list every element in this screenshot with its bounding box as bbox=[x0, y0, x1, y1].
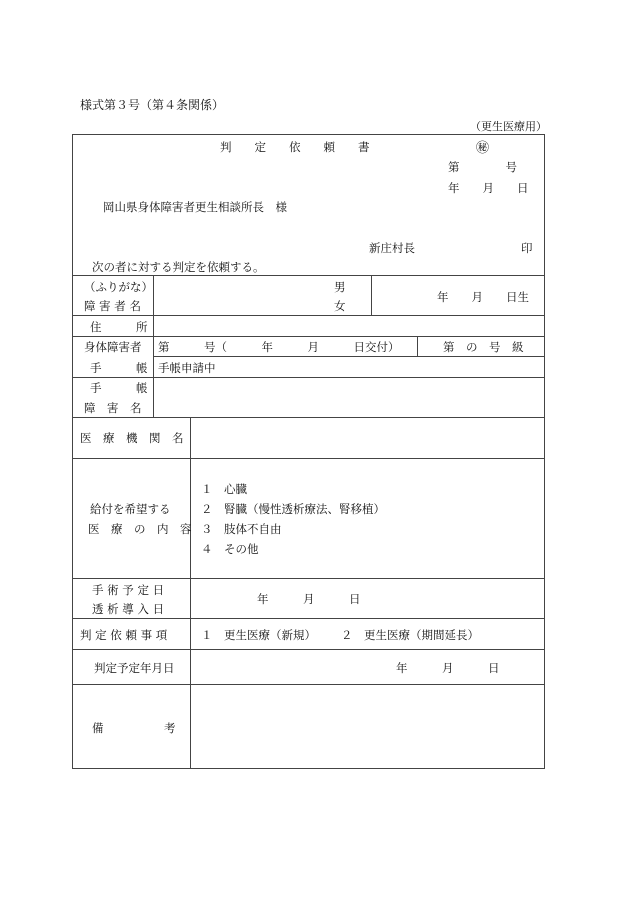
document-number: 第 号 bbox=[448, 160, 517, 174]
certificate-pending: 手帳申請中 bbox=[158, 361, 216, 375]
row-divider bbox=[72, 315, 545, 316]
request-item-new[interactable]: １ 更生医療（新規） bbox=[201, 628, 316, 642]
furigana-label: （ふりがな） bbox=[84, 280, 153, 294]
request-items-label: 判 定 依 頼 事 項 bbox=[80, 628, 168, 642]
certificate-issue: 第 号（ 年 月 日交付） bbox=[158, 340, 400, 354]
form-number: 様式第３号（第４条関係） bbox=[80, 98, 225, 112]
usage-note: （更生医療用） bbox=[470, 120, 547, 133]
birth-date: 年 月 日生 bbox=[437, 290, 529, 304]
request-item-extension[interactable]: ２ 更生医療（期間延長） bbox=[341, 628, 479, 642]
disability-label: 手 帳 bbox=[90, 381, 148, 395]
seal-mark: 印 bbox=[521, 241, 533, 255]
surgery-date: 年 月 日 bbox=[257, 592, 361, 606]
column-divider bbox=[417, 336, 418, 356]
remarks-label-2: 考 bbox=[164, 721, 176, 735]
sex-male[interactable]: 男 bbox=[334, 280, 346, 294]
surgery-label-2: 透 析 導 入 日 bbox=[92, 602, 165, 616]
name-label: 障 害 者 名 bbox=[84, 299, 141, 313]
surgery-label: 手 術 予 定 日 bbox=[92, 583, 165, 597]
certificate-label-2: 手 帳 bbox=[90, 361, 148, 375]
sex-female[interactable]: 女 bbox=[334, 299, 346, 313]
option-item[interactable]: ４ その他 bbox=[201, 542, 259, 556]
certificate-grade: 第 の 号 級 bbox=[443, 340, 524, 354]
option-item[interactable]: ３ 肢体不自由 bbox=[201, 522, 282, 536]
desired-label-2: 医 療 の 内 容 bbox=[88, 522, 192, 536]
judge-date: 年 月 日 bbox=[396, 661, 500, 675]
row-divider bbox=[72, 684, 545, 685]
option-item[interactable]: ２ 腎臓（慢性透析療法、腎移植） bbox=[201, 502, 385, 516]
row-divider bbox=[72, 618, 545, 619]
request-text: 次の者に対する判定を依頼する。 bbox=[92, 260, 265, 274]
desired-label: 給付を希望する bbox=[90, 502, 171, 516]
address-label: 住 所 bbox=[90, 320, 148, 334]
row-divider bbox=[72, 336, 545, 337]
secret-mark: ㊙ bbox=[476, 141, 490, 156]
remarks-label: 備 bbox=[92, 721, 104, 735]
document-title: 判 定 依 頼 書 bbox=[220, 140, 370, 154]
disability-label-2: 障 害 名 bbox=[84, 401, 142, 415]
institution-label: 医 療 機 関 名 bbox=[80, 431, 184, 445]
requester-name: 新庄村長 bbox=[369, 241, 415, 255]
column-divider bbox=[153, 275, 154, 417]
document-date: 年 月 日 bbox=[448, 181, 529, 195]
judge-date-label: 判定予定年月日 bbox=[94, 661, 175, 675]
row-divider bbox=[72, 649, 545, 650]
column-divider bbox=[190, 417, 191, 769]
row-divider bbox=[72, 578, 545, 579]
row-divider bbox=[72, 275, 545, 276]
option-item[interactable]: １ 心臓 bbox=[201, 482, 247, 496]
row-divider bbox=[72, 417, 545, 418]
addressee: 岡山県身体障害者更生相談所長 様 bbox=[103, 200, 287, 214]
row-divider bbox=[72, 377, 545, 378]
row-divider bbox=[153, 356, 545, 357]
column-divider bbox=[371, 275, 372, 315]
row-divider bbox=[72, 458, 545, 459]
certificate-label: 身体障害者 bbox=[84, 340, 142, 354]
